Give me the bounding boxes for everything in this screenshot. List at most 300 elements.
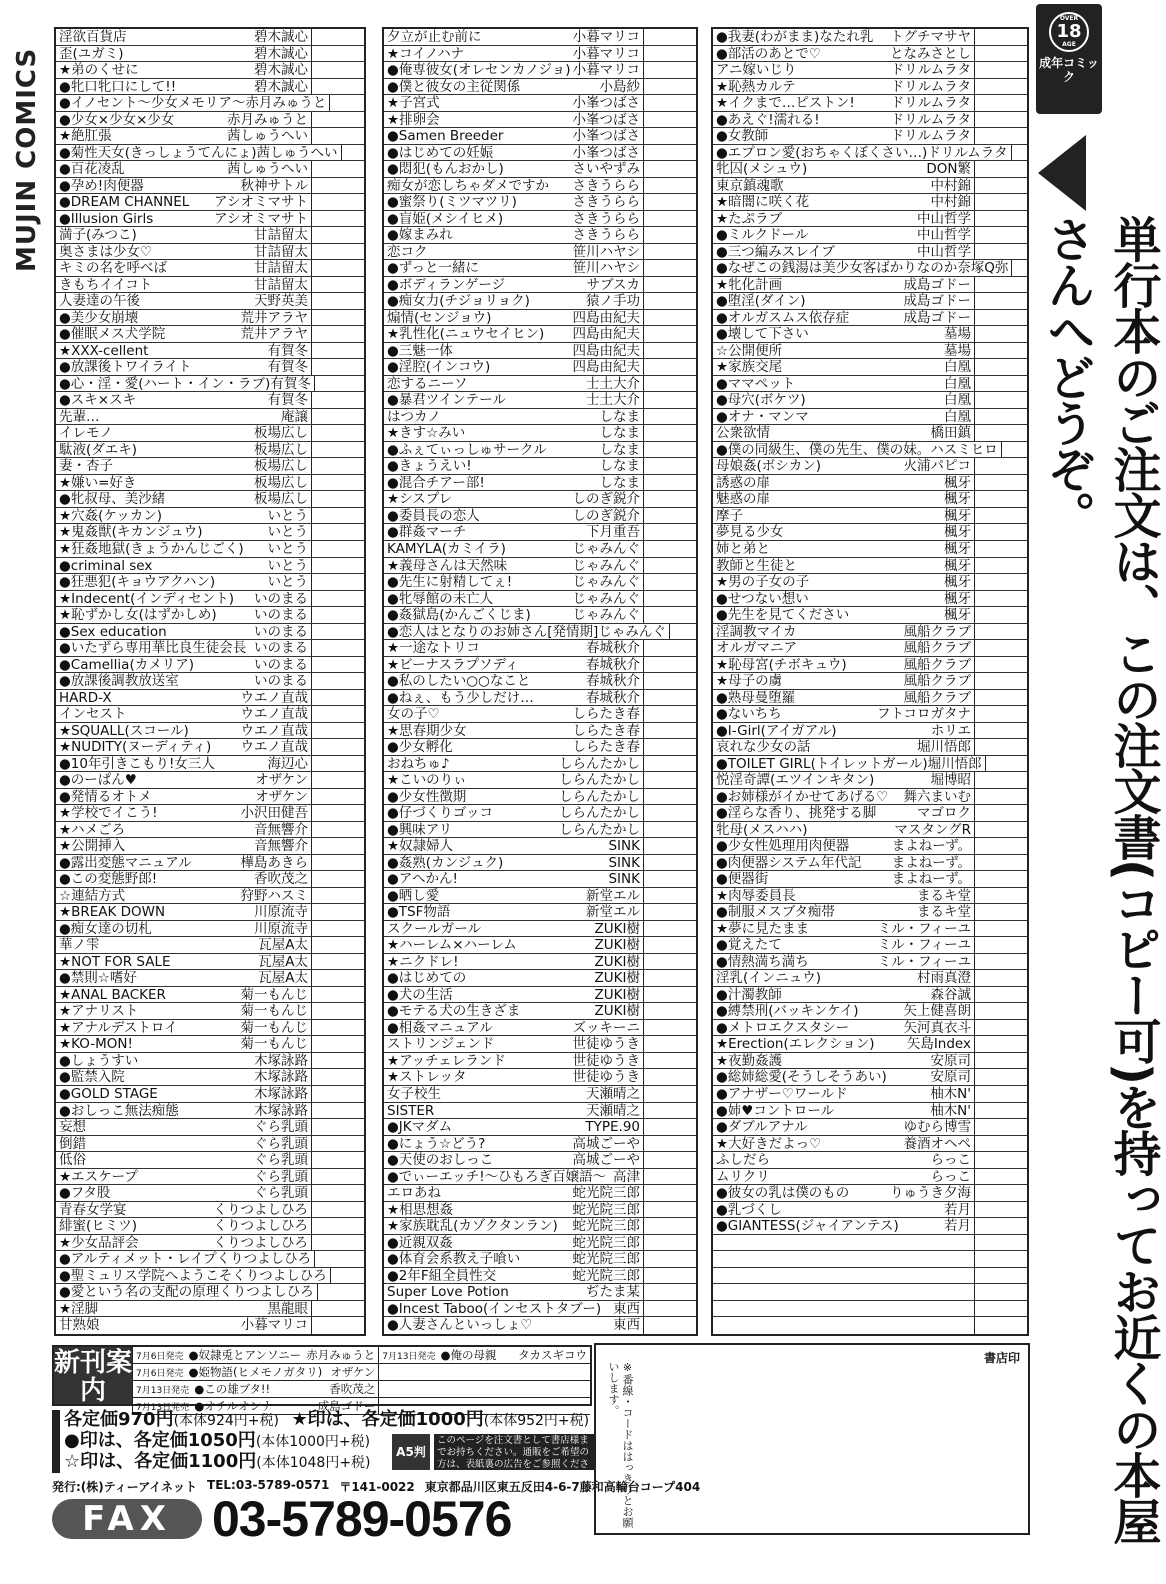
order-quantity-cell[interactable] [644, 161, 696, 177]
order-quantity-cell[interactable] [312, 772, 364, 788]
order-quantity-cell[interactable] [644, 277, 696, 293]
order-quantity-cell[interactable] [312, 1053, 364, 1069]
order-quantity-cell[interactable] [312, 211, 364, 227]
book-title: ●TOILET GIRL(トイレットガール) [716, 755, 928, 772]
order-quantity-cell[interactable] [312, 624, 364, 640]
order-quantity-cell[interactable] [975, 1301, 1027, 1317]
book-author: 板場広し [254, 458, 308, 475]
order-quantity-cell[interactable] [312, 706, 364, 722]
order-quantity-cell[interactable] [975, 1036, 1027, 1052]
book-title: ●ないちち [716, 706, 782, 723]
order-quantity-cell[interactable] [1012, 145, 1027, 161]
order-quantity-cell[interactable] [644, 1268, 696, 1284]
order-quantity-cell[interactable] [312, 326, 364, 342]
book-title: ●モテる犬の生きざま [387, 1003, 521, 1020]
order-row-info [384, 1268, 644, 1284]
order-quantity-cell[interactable] [644, 888, 696, 904]
order-quantity-cell[interactable] [975, 326, 1027, 342]
order-quantity-cell[interactable] [312, 161, 364, 177]
order-quantity-cell[interactable] [975, 591, 1027, 607]
book-author: 小峯つばさ [572, 95, 640, 112]
order-quantity-cell[interactable] [644, 211, 696, 227]
order-quantity-cell[interactable] [312, 524, 364, 540]
order-quantity-cell[interactable] [644, 475, 696, 491]
order-row [713, 673, 1027, 690]
order-quantity-cell[interactable] [644, 1152, 696, 1168]
order-quantity-cell[interactable] [312, 1136, 364, 1152]
order-quantity-cell[interactable] [312, 1202, 364, 1218]
order-quantity-cell[interactable] [644, 739, 696, 755]
order-quantity-cell[interactable] [644, 607, 696, 623]
order-quantity-cell[interactable] [975, 161, 1027, 177]
order-quantity-cell[interactable] [312, 194, 364, 210]
order-quantity-cell[interactable] [312, 1235, 364, 1251]
order-row [713, 1169, 1027, 1186]
book-author: くりつよしひろ [213, 1218, 308, 1235]
order-quantity-cell[interactable] [312, 640, 364, 656]
order-quantity-cell[interactable] [975, 508, 1027, 524]
book-author: じゃみんぐ [572, 574, 640, 591]
order-row-info [384, 392, 644, 408]
order-quantity-cell[interactable] [644, 359, 696, 375]
order-column-2 [382, 27, 698, 1336]
order-quantity-cell[interactable] [644, 805, 696, 821]
order-row [56, 1202, 364, 1219]
order-quantity-cell[interactable] [312, 508, 364, 524]
book-author: ZUKI樹 [594, 937, 640, 954]
order-quantity-cell[interactable] [312, 343, 364, 359]
order-quantity-cell[interactable] [644, 657, 696, 673]
order-quantity-cell[interactable] [644, 1136, 696, 1152]
order-quantity-cell[interactable] [644, 970, 696, 986]
order-row-info [713, 1284, 975, 1300]
order-quantity-cell[interactable] [312, 1020, 364, 1036]
order-quantity-cell[interactable] [312, 855, 364, 871]
order-quantity-cell[interactable] [312, 970, 364, 986]
order-quantity-cell[interactable] [975, 640, 1027, 656]
book-title: 倒錯 [59, 1135, 86, 1152]
order-quantity-cell[interactable] [975, 178, 1027, 194]
order-quantity-cell[interactable] [312, 987, 364, 1003]
order-quantity-cell[interactable] [644, 310, 696, 326]
order-quantity-cell[interactable] [312, 1152, 364, 1168]
order-quantity-cell[interactable] [975, 1152, 1027, 1168]
book-author: アシオミマサト [214, 194, 308, 211]
order-quantity-cell[interactable] [975, 458, 1027, 474]
order-quantity-cell[interactable] [975, 855, 1027, 871]
order-quantity-cell[interactable] [644, 921, 696, 937]
order-quantity-cell[interactable] [644, 425, 696, 441]
order-quantity-cell[interactable] [975, 970, 1027, 986]
order-quantity-cell[interactable] [975, 310, 1027, 326]
order-quantity-cell[interactable] [975, 706, 1027, 722]
order-quantity-cell[interactable] [644, 871, 696, 887]
order-quantity-cell[interactable] [644, 491, 696, 507]
book-title: ★公開挿入 [59, 838, 126, 855]
order-quantity-cell[interactable] [975, 293, 1027, 309]
order-quantity-cell[interactable] [975, 95, 1027, 111]
order-quantity-cell[interactable] [312, 79, 364, 95]
order-quantity-cell[interactable] [644, 79, 696, 95]
order-quantity-cell[interactable] [644, 706, 696, 722]
order-quantity-cell[interactable] [312, 822, 364, 838]
order-quantity-cell[interactable] [644, 293, 696, 309]
order-quantity-cell[interactable] [975, 1020, 1027, 1036]
book-title: 痴女が恋しちゃダメですか [387, 177, 549, 194]
order-quantity-cell[interactable] [975, 46, 1027, 62]
order-quantity-cell[interactable] [318, 1284, 364, 1300]
book-author: 舞六まいむ [903, 788, 971, 805]
order-quantity-cell[interactable] [312, 805, 364, 821]
order-quantity-cell[interactable] [975, 62, 1027, 78]
order-quantity-cell[interactable] [644, 343, 696, 359]
order-quantity-cell[interactable] [644, 937, 696, 953]
order-quantity-cell[interactable] [312, 29, 364, 45]
order-quantity-cell[interactable] [312, 904, 364, 920]
order-quantity-cell[interactable] [975, 541, 1027, 557]
order-quantity-cell[interactable] [975, 211, 1027, 227]
order-quantity-cell[interactable] [644, 260, 696, 276]
order-quantity-cell[interactable] [975, 954, 1027, 970]
order-quantity-cell[interactable] [644, 1119, 696, 1135]
order-quantity-cell[interactable] [975, 657, 1027, 673]
order-quantity-cell[interactable] [312, 1086, 364, 1102]
order-quantity-cell[interactable] [975, 343, 1027, 359]
order-quantity-cell[interactable] [975, 1169, 1027, 1185]
book-author: 若月 [944, 1218, 971, 1235]
order-quantity-cell[interactable] [644, 690, 696, 706]
order-quantity-cell[interactable] [975, 1119, 1027, 1135]
order-quantity-cell[interactable] [975, 1185, 1027, 1201]
book-title: ●僕の同級生、僕の先生、僕の妹。 [716, 441, 931, 458]
book-author: 小暮マリコ [572, 62, 640, 79]
book-title: ●彼女の乳は僕のもの [716, 1185, 850, 1202]
order-quantity-cell[interactable] [644, 855, 696, 871]
order-quantity-cell[interactable] [644, 789, 696, 805]
order-quantity-cell[interactable] [644, 62, 696, 78]
order-quantity-cell[interactable] [975, 607, 1027, 623]
order-quantity-cell[interactable] [644, 558, 696, 574]
order-quantity-cell[interactable] [312, 409, 364, 425]
book-title: ●DREAM CHANNEL [59, 194, 190, 211]
order-quantity-cell[interactable] [1012, 260, 1027, 276]
order-quantity-cell[interactable] [312, 789, 364, 805]
order-quantity-cell[interactable] [644, 227, 696, 243]
order-quantity-cell[interactable] [975, 1086, 1027, 1102]
order-quantity-cell[interactable] [342, 145, 364, 161]
book-author: ZUKI樹 [594, 1003, 640, 1020]
order-quantity-cell[interactable] [644, 1202, 696, 1218]
order-quantity-cell[interactable] [975, 822, 1027, 838]
order-quantity-cell[interactable] [644, 442, 696, 458]
order-quantity-cell[interactable] [975, 888, 1027, 904]
order-quantity-cell[interactable] [312, 293, 364, 309]
book-title: ●相姦マニュアル [387, 1019, 493, 1036]
order-quantity-cell[interactable] [312, 425, 364, 441]
order-quantity-cell[interactable] [644, 1284, 696, 1300]
order-quantity-cell[interactable] [644, 326, 696, 342]
order-quantity-cell[interactable] [312, 591, 364, 607]
order-quantity-cell[interactable] [975, 1268, 1027, 1284]
order-quantity-cell[interactable] [312, 541, 364, 557]
order-quantity-cell[interactable] [315, 1251, 364, 1267]
order-row [713, 904, 1027, 921]
order-quantity-cell[interactable] [644, 178, 696, 194]
order-quantity-cell[interactable] [312, 310, 364, 326]
order-row-info [713, 904, 975, 920]
order-note: このページを注文書として書店様までお持ちください。通販をご希望の方は、表紙裏の広告をご参照ください。 [434, 1434, 594, 1470]
order-quantity-cell[interactable] [644, 1053, 696, 1069]
order-quantity-cell[interactable] [644, 822, 696, 838]
order-quantity-cell[interactable] [1002, 442, 1027, 458]
order-quantity-cell[interactable] [644, 112, 696, 128]
order-quantity-cell[interactable] [986, 756, 1027, 772]
order-quantity-cell[interactable] [312, 690, 364, 706]
order-quantity-cell[interactable] [644, 904, 696, 920]
order-quantity-cell[interactable] [975, 921, 1027, 937]
order-quantity-cell[interactable] [975, 359, 1027, 375]
order-quantity-cell[interactable] [975, 425, 1027, 441]
order-quantity-cell[interactable] [644, 145, 696, 161]
order-quantity-cell[interactable] [975, 1003, 1027, 1019]
book-title: 教師と生徒と [716, 557, 797, 574]
shop-stamp-box[interactable] [594, 1343, 1030, 1535]
order-quantity-cell[interactable] [644, 723, 696, 739]
order-quantity-cell[interactable] [975, 1053, 1027, 1069]
order-quantity-cell[interactable] [644, 1317, 696, 1334]
book-author: 東西 [613, 1300, 640, 1317]
order-row [713, 1053, 1027, 1070]
order-row [56, 128, 364, 145]
order-quantity-cell[interactable] [975, 624, 1027, 640]
order-quantity-cell[interactable] [644, 1103, 696, 1119]
order-quantity-cell[interactable] [312, 756, 364, 772]
order-quantity-cell[interactable] [975, 112, 1027, 128]
order-row [384, 838, 696, 855]
order-quantity-cell[interactable] [312, 260, 364, 276]
book-author: 有賀冬 [270, 375, 311, 392]
order-row-info [56, 624, 312, 640]
order-quantity-cell[interactable] [312, 871, 364, 887]
order-row-info [713, 970, 975, 986]
order-quantity-cell[interactable] [975, 194, 1027, 210]
order-quantity-cell[interactable] [975, 1103, 1027, 1119]
order-quantity-cell[interactable] [312, 888, 364, 904]
order-quantity-cell[interactable] [644, 1020, 696, 1036]
order-quantity-cell[interactable] [312, 1185, 364, 1201]
book-title: ★子宮式 [387, 95, 440, 112]
order-quantity-cell[interactable] [975, 1218, 1027, 1234]
order-quantity-cell[interactable] [975, 1202, 1027, 1218]
order-quantity-cell[interactable] [312, 673, 364, 689]
order-quantity-cell[interactable] [975, 871, 1027, 887]
release-author: タカスギコウ [518, 1348, 587, 1362]
order-quantity-cell[interactable] [312, 657, 364, 673]
order-quantity-cell[interactable] [312, 1119, 364, 1135]
order-quantity-cell[interactable] [644, 376, 696, 392]
order-quantity-cell[interactable] [312, 46, 364, 62]
order-quantity-cell[interactable] [975, 244, 1027, 260]
order-quantity-cell[interactable] [312, 458, 364, 474]
order-quantity-cell[interactable] [312, 739, 364, 755]
order-quantity-cell[interactable] [312, 1169, 364, 1185]
order-quantity-cell[interactable] [312, 723, 364, 739]
order-quantity-cell[interactable] [644, 954, 696, 970]
order-quantity-cell[interactable] [670, 624, 696, 640]
order-quantity-cell[interactable] [644, 409, 696, 425]
book-title: ●狂悪犯(キョウアクハン) [59, 574, 216, 591]
order-quantity-cell[interactable] [975, 1235, 1027, 1251]
order-quantity-cell[interactable] [644, 838, 696, 854]
order-quantity-cell[interactable] [644, 673, 696, 689]
order-quantity-cell[interactable] [975, 1317, 1027, 1334]
order-quantity-cell[interactable] [644, 640, 696, 656]
book-author: 白凰 [944, 375, 971, 392]
order-quantity-cell[interactable] [312, 1301, 364, 1317]
book-title: ★Indecent(インディセント) [59, 590, 235, 607]
order-quantity-cell[interactable] [644, 1036, 696, 1052]
order-quantity-cell[interactable] [312, 937, 364, 953]
order-quantity-cell[interactable] [644, 1251, 696, 1267]
order-quantity-cell[interactable] [644, 524, 696, 540]
order-quantity-cell[interactable] [315, 376, 364, 392]
order-quantity-cell[interactable] [975, 1069, 1027, 1085]
order-row [384, 1069, 696, 1086]
order-quantity-cell[interactable] [312, 1317, 364, 1334]
order-quantity-cell[interactable] [975, 673, 1027, 689]
order-quantity-cell[interactable] [975, 1251, 1027, 1267]
order-row-info [713, 657, 975, 673]
order-quantity-cell[interactable] [644, 46, 696, 62]
order-row-info [384, 508, 644, 524]
book-author: 風船クラブ [903, 656, 971, 673]
order-quantity-cell[interactable] [644, 128, 696, 144]
order-quantity-cell[interactable] [975, 524, 1027, 540]
order-quantity-cell[interactable] [312, 62, 364, 78]
order-quantity-cell[interactable] [644, 987, 696, 1003]
book-title: ●アルティメット・レイプ [59, 1251, 217, 1268]
order-quantity-cell[interactable] [975, 1284, 1027, 1300]
order-quantity-cell[interactable] [644, 772, 696, 788]
order-quantity-cell[interactable] [975, 690, 1027, 706]
order-quantity-cell[interactable] [312, 227, 364, 243]
order-quantity-cell[interactable] [312, 244, 364, 260]
order-row-info [384, 1284, 644, 1300]
order-quantity-cell[interactable] [312, 1036, 364, 1052]
order-quantity-cell[interactable] [312, 921, 364, 937]
order-quantity-cell[interactable] [312, 954, 364, 970]
book-title: はつカノ [387, 408, 441, 425]
order-quantity-cell[interactable] [975, 1136, 1027, 1152]
book-author: まよねーず。 [891, 854, 971, 871]
order-quantity-cell[interactable] [644, 541, 696, 557]
order-quantity-cell[interactable] [312, 574, 364, 590]
order-quantity-cell[interactable] [312, 442, 364, 458]
book-author: 碧木誠心 [254, 62, 308, 79]
order-quantity-cell[interactable] [312, 178, 364, 194]
order-quantity-cell[interactable] [975, 376, 1027, 392]
order-quantity-cell[interactable] [312, 277, 364, 293]
order-quantity-cell[interactable] [312, 128, 364, 144]
order-quantity-cell[interactable] [312, 1003, 364, 1019]
order-quantity-cell[interactable] [644, 29, 696, 45]
order-quantity-cell[interactable] [312, 475, 364, 491]
order-quantity-cell[interactable] [644, 458, 696, 474]
order-quantity-cell[interactable] [975, 723, 1027, 739]
order-quantity-cell[interactable] [312, 558, 364, 574]
order-quantity-cell[interactable] [975, 937, 1027, 953]
order-quantity-cell[interactable] [312, 1103, 364, 1119]
order-quantity-cell[interactable] [975, 409, 1027, 425]
book-title: ●牝叔母、美沙緒 [59, 491, 166, 508]
order-quantity-cell[interactable] [644, 392, 696, 408]
order-quantity-cell[interactable] [644, 508, 696, 524]
order-quantity-cell[interactable] [975, 772, 1027, 788]
order-quantity-cell[interactable] [975, 558, 1027, 574]
order-quantity-cell[interactable] [644, 194, 696, 210]
order-quantity-cell[interactable] [975, 392, 1027, 408]
order-quantity-cell[interactable] [644, 574, 696, 590]
order-quantity-cell[interactable] [312, 1218, 364, 1234]
order-quantity-cell[interactable] [644, 1301, 696, 1317]
order-quantity-cell[interactable] [975, 987, 1027, 1003]
order-quantity-cell[interactable] [312, 359, 364, 375]
order-quantity-cell[interactable] [644, 1185, 696, 1201]
order-quantity-cell[interactable] [975, 838, 1027, 854]
order-quantity-cell[interactable] [312, 112, 364, 128]
book-author: 堀川悟郎 [927, 755, 982, 772]
order-row [384, 392, 696, 409]
book-author: 四島由紀夫 [572, 342, 640, 359]
order-quantity-cell[interactable] [644, 1086, 696, 1102]
book-title: ★乳性化(ニュウセイヒン) [387, 326, 545, 343]
order-quantity-cell[interactable] [975, 491, 1027, 507]
order-quantity-cell[interactable] [644, 1218, 696, 1234]
order-quantity-cell[interactable] [975, 739, 1027, 755]
order-quantity-cell[interactable] [975, 789, 1027, 805]
order-quantity-cell[interactable] [975, 805, 1027, 821]
order-quantity-cell[interactable] [644, 244, 696, 260]
order-quantity-cell[interactable] [644, 1169, 696, 1185]
order-quantity-cell[interactable] [975, 227, 1027, 243]
order-quantity-cell[interactable] [975, 29, 1027, 45]
order-quantity-cell[interactable] [644, 591, 696, 607]
order-row-info [56, 310, 312, 326]
order-row [713, 442, 1027, 459]
order-quantity-cell[interactable] [331, 1268, 364, 1284]
order-quantity-cell[interactable] [312, 392, 364, 408]
order-quantity-cell[interactable] [644, 1003, 696, 1019]
order-quantity-cell[interactable] [312, 1069, 364, 1085]
order-quantity-cell[interactable] [644, 1235, 696, 1251]
order-quantity-cell[interactable] [312, 838, 364, 854]
order-quantity-cell[interactable] [330, 95, 364, 111]
order-quantity-cell[interactable] [312, 607, 364, 623]
order-quantity-cell[interactable] [975, 475, 1027, 491]
order-quantity-cell[interactable] [975, 277, 1027, 293]
book-title: ★少女品評会 [59, 1234, 139, 1251]
order-quantity-cell[interactable] [312, 491, 364, 507]
order-quantity-cell[interactable] [975, 128, 1027, 144]
order-quantity-cell[interactable] [975, 79, 1027, 95]
order-quantity-cell[interactable] [644, 1069, 696, 1085]
book-title: ●百花凌乱 [59, 161, 125, 178]
order-quantity-cell[interactable] [975, 904, 1027, 920]
order-row-info [384, 112, 644, 128]
order-quantity-cell[interactable] [644, 756, 696, 772]
order-quantity-cell[interactable] [975, 574, 1027, 590]
order-quantity-cell[interactable] [644, 95, 696, 111]
